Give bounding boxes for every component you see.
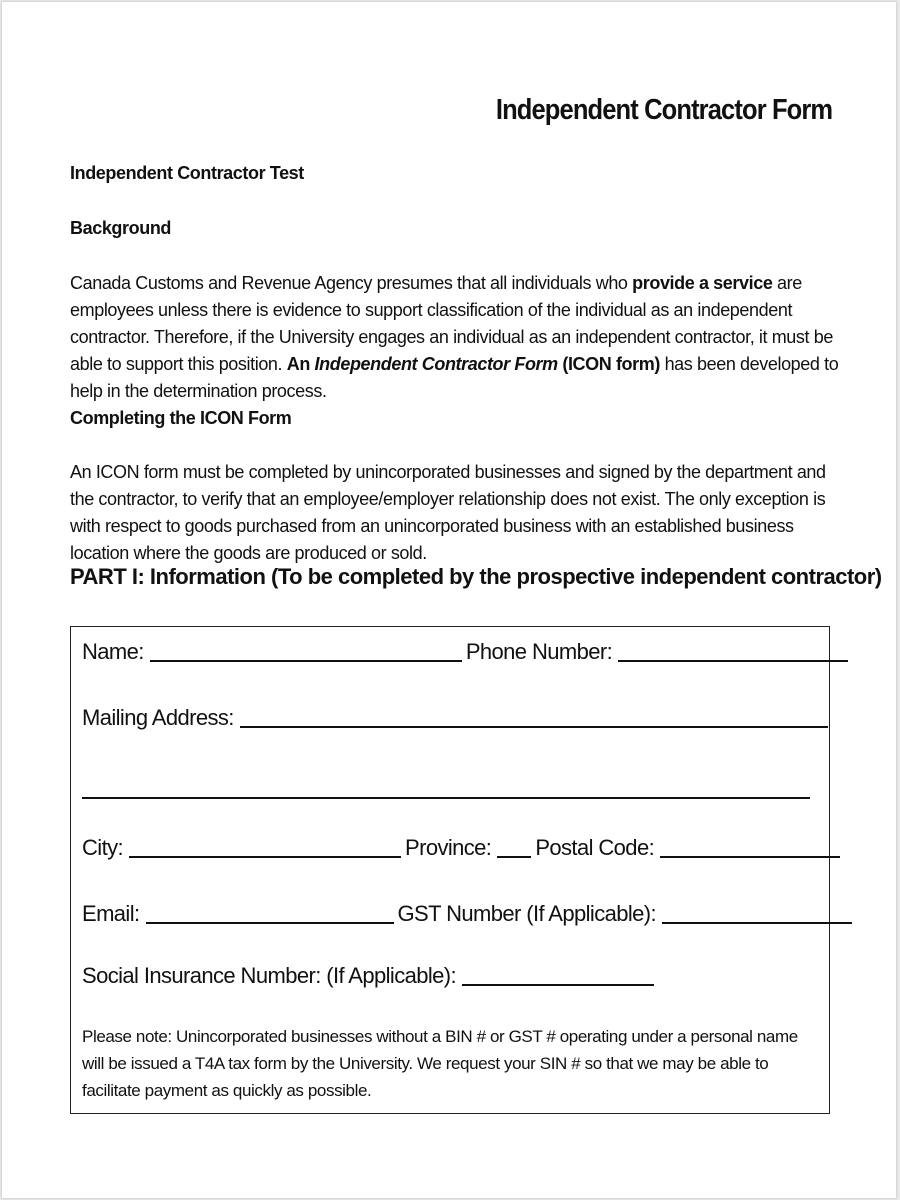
an-bold: An [286,354,315,374]
information-form [70,626,830,1114]
form-title: Independent Contractor Form [495,94,832,126]
mailing-field-line-2[interactable] [82,797,810,799]
background-text-3: has been developed to help in the determination process. [70,354,839,401]
province-field[interactable] [497,856,531,858]
sin-label: Social Insurance Number: (If Applicable): [82,963,457,988]
background-paragraph [70,270,840,405]
document-page [2,2,896,1198]
part1-heading: PART I: Information (To be completed by the prospective independent contractor) [70,564,882,589]
mailing-row [82,705,832,731]
provide-service-bold: provide a service [632,273,773,293]
icon-form-name: Independent Contractor Form [314,354,558,374]
phone-field[interactable] [618,660,848,662]
mailing-field[interactable] [240,726,828,728]
sin-field[interactable] [462,984,654,986]
province-label: Province: [405,835,492,860]
gst-label: GST Number (If Applicable): [397,901,657,926]
city-field[interactable] [129,856,401,858]
name-label: Name: [82,639,144,664]
name-field[interactable] [150,660,462,662]
icon-abbrev: (ICON form) [557,354,660,374]
email-row [82,901,856,927]
background-heading: Background [70,218,172,238]
city-row [82,835,844,861]
completing-paragraph: An ICON form must be completed by unincorporated businesses and signed by the department and the contractor, to verify that an employee/employer relationship does not exist. The only exception is with respect to goods purchased from an unincorporated business with an established business location where the goods are produced or sold. [70,462,826,563]
sin-row [82,963,658,989]
test-heading: Independent Contractor Test [70,163,304,183]
mailing-label: Mailing Address: [82,705,234,730]
postal-field[interactable] [660,856,840,858]
name-phone-row [82,639,852,665]
city-label: City: [82,835,124,860]
postal-label: Postal Code: [535,835,655,860]
phone-label: Phone Number: [465,639,613,664]
form-note: Please note: Unincorporated businesses without a BIN # or GST # operating under a personal name will be issued a T4A tax form by the University. We request your SIN # so that we may be able to facilitate payment as quickly as possible. [82,1027,798,1100]
email-field[interactable] [146,922,394,924]
background-text-2: are employees unless there is evidence to support classification of the individual as an independent contractor. Therefore, if the University engages an individual as an independent contractor, it must be able to support this position. [70,273,833,374]
gst-field[interactable] [662,922,852,924]
background-text-1: Canada Customs and Revenue Agency presumes that all individuals who [70,273,633,293]
completing-heading: Completing the ICON Form [70,408,292,428]
email-label: Email: [82,901,140,926]
